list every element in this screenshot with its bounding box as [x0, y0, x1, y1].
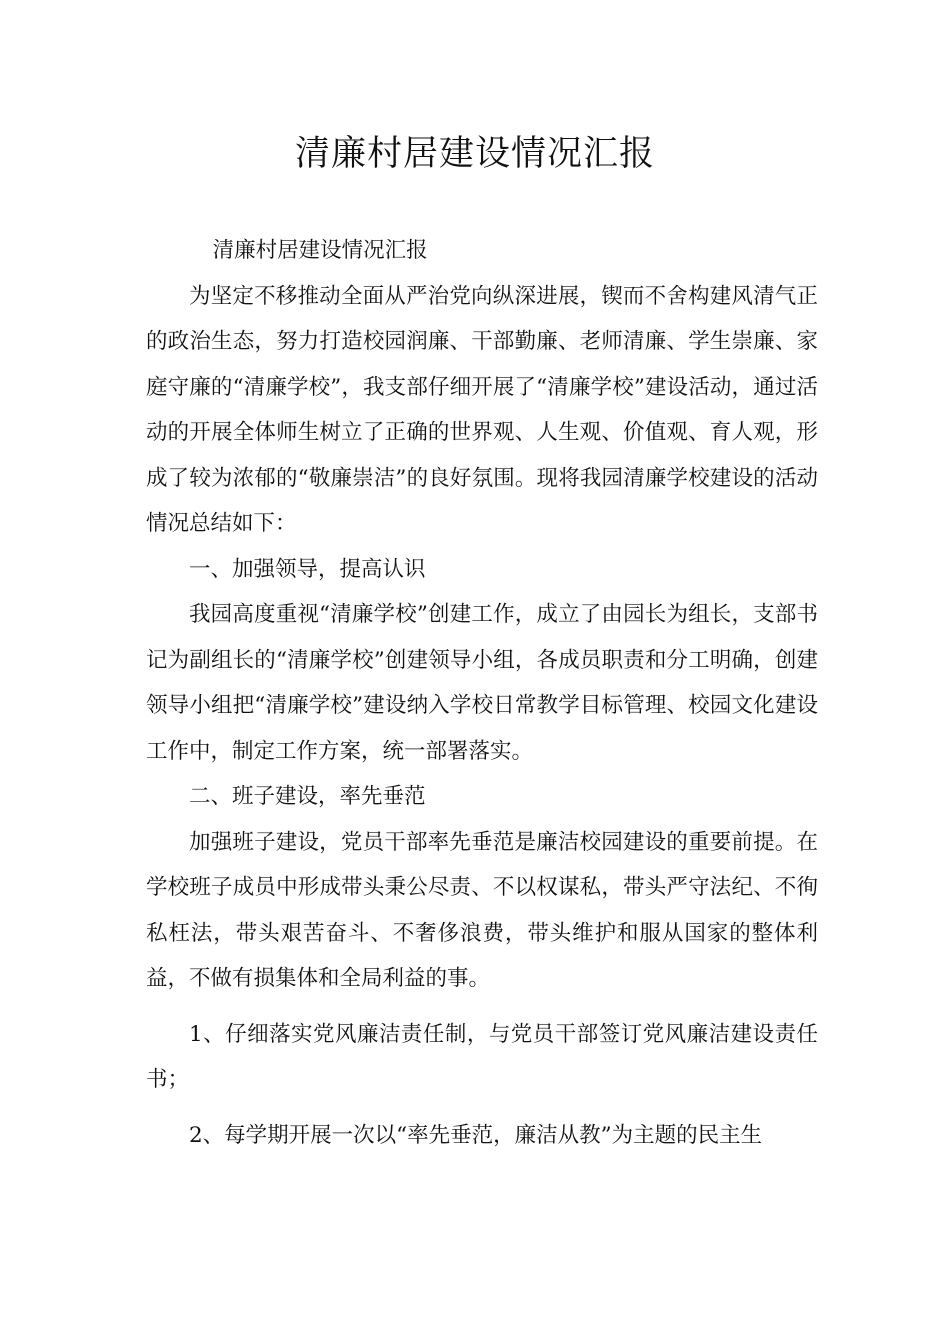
list-item-1: 1、仔细落实党风廉洁责任制，与党员干部签订党风廉洁建设责任书；	[146, 1021, 818, 1092]
paragraph-section-2: 加强班子建设，党员干部率先垂范是廉洁校园建设的重要前提。在学校班子成员中形成带头秉公尽责、不以权谋私，带头严守法纪、不徇私枉法，带头艰苦奋斗、不奢侈浪费，带头维护和服从国家的整体利益，不做有损集体和全局利益的事。	[146, 829, 818, 991]
paragraph-section-1: 我园高度重视“清廉学校”创建工作，成立了由园长为组长，支部书记为副组长的“清廉学校”创建领导小组，各成员职责和分工明确，创建领导小组把“清廉学校”建设纳入学校日常教学目标管理、校园文化建设工作中，制定工作方案，统一部署落实。	[146, 602, 818, 764]
paragraph-intro: 为坚定不移推动全面从严治党向纵深进展，锲而不舍构建风清气正的政治生态，努力打造校园润廉、干部勤廉、老师清廉、学生崇廉、家庭守廉的“清廉学校”，我支部仔细开展了“清廉学校”建设活动，通过活动的开展全体师生树立了正确的世界观、人生观、价值观、育人观，形成了较为浓郁的“敬廉崇洁”的良好氛围。现将我园清廉学校建设的活动情况总结如下：	[146, 283, 818, 536]
section-heading-2: 二、班子建设，率先垂范	[189, 784, 426, 809]
list-item-2: 2、每学期开展一次以“率先垂范，廉洁从教”为主题的民主生	[189, 1122, 763, 1148]
document-title: 清廉村居建设情况汇报	[294, 134, 655, 174]
section-heading-1: 一、加强领导，提高认识	[189, 556, 426, 582]
document-body	[146, 228, 818, 1158]
paragraph-subtitle: 清廉村居建设情况汇报	[212, 238, 428, 263]
